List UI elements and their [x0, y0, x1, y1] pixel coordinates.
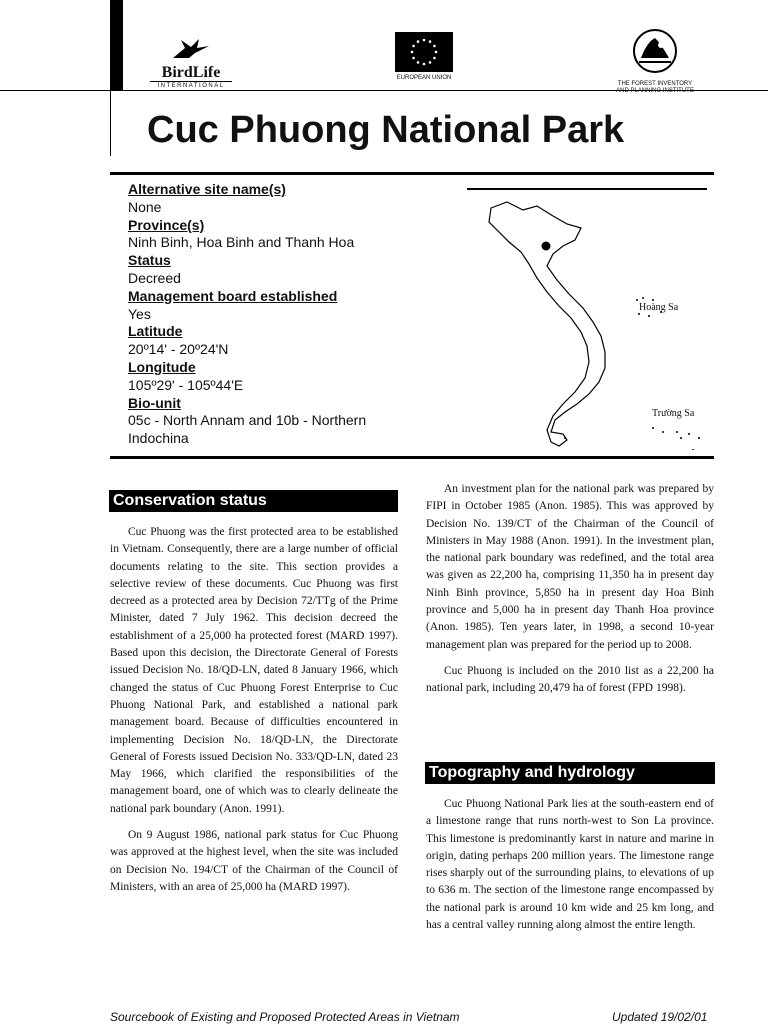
- birdlife-sub: INTERNATIONAL: [150, 81, 232, 89]
- fipi-emblem-icon: [631, 28, 679, 74]
- eu-caption: EUROPEAN UNION: [396, 75, 452, 81]
- paragraph: Cuc Phuong National Park lies at the south-eastern end of a limestone range that runs north-west to Son La province. This limestone is predominantly karst in nature and marine in origin, dating perhaps 200 million years. The limestone range rises sharply out of the surrounding plains, to elevations of up to 636 m. The section of the limestone range encompassed by the national park is around 10 km wide and 25 km long, and has a central valley running along almost the entire length.: [426, 798, 714, 932]
- map-label-hoang-sa: Hoàng Sa: [639, 302, 679, 313]
- conservation-status-text: [110, 524, 398, 896]
- eu-flag-icon: [395, 32, 453, 72]
- site-info-value: 105º29' - 105º44'E: [128, 376, 244, 393]
- paragraph: Cuc Phuong is included on the 2010 list as a 22,200 ha national park, including 20,479 ha of forest (FPD 1998).: [426, 664, 714, 695]
- paragraph: On 9 August 1986, national park status for Cuc Phuong was approved at the highest level, when the site was included on Decision No. 194/CT of the Chairman of the Council of Ministers, with an area of 25,000 ha (MARD 1997).: [110, 829, 398, 893]
- site-info-value: Decreed: [128, 269, 181, 286]
- fipi-caption-2: AND PLANNING INSTITUTE: [616, 88, 694, 94]
- site-info-label: Alternative site name(s): [128, 181, 286, 197]
- site-info: [128, 181, 448, 448]
- info-rule: [110, 456, 714, 459]
- site-info-label: Latitude: [128, 323, 183, 340]
- site-info-value: Yes: [128, 305, 151, 322]
- paragraph: Cuc Phuong was the first protected area to be established in Vietnam. Consequently, there are a large number of official documents relating to the site. This section provides a selective review of these documents. Cuc Phuong was first decreed as a protected area by Decision 72/TTg of the Prime Minister, dated 7 July 1962. This decision decreed the establishment of a 25,000 ha protected forest (MARD 1997). Based upon this decision, the Directorate General of Forests issued Decision No. 18/QD-LN, dated 8 January 1966, which changed the status of Cuc Phuong Forest Enterprise to Cuc Phuong National Park, and established a national park management board. Because of difficulties encountered in implementing Decision No. 18/QD-LN, the Directorate General of Forests issued Decision No. 333/QD-LN, dated 23 May 1966, which clarified the responsibilities of the management board, one of which was to clearly delineate the national park boundary (Anon. 1991).: [110, 526, 398, 815]
- site-info-label: Bio-unit: [128, 394, 181, 411]
- bird-icon: [171, 38, 211, 60]
- site-info-value: None: [128, 198, 162, 215]
- conservation-status-text-continued: [426, 481, 714, 698]
- birdlife-logo: [150, 38, 232, 89]
- site-info-label: Longitude: [128, 358, 196, 375]
- birdlife-name: BirdLife: [161, 64, 221, 81]
- site-info-value: 20º14' - 20º24'N: [128, 341, 229, 358]
- title-rule: [110, 172, 714, 175]
- site-info-label: Province(s): [128, 216, 205, 233]
- eu-logo: [380, 32, 468, 81]
- site-info-value: 05c - North Annam and 10b - Northern Indochina: [128, 412, 367, 447]
- site-info-label: Status: [128, 252, 171, 269]
- conservation-status-heading: Conservation status: [109, 490, 398, 512]
- header-bar: [110, 0, 123, 90]
- header-vertical-line: [110, 90, 111, 156]
- topography-text: [426, 796, 714, 934]
- paragraph: An investment plan for the national park was prepared by FIPI in October 1985 (Anon. 1985). This was approved by Decision No. 139/CT of the Chairman of the Council of Ministers in May 1988 (Anon. 1991). In the investment plan, the national park boundary was redefined, and the total area was given as 22,200 ha, comprising 11,350 ha in present day Ninh Binh province, 5,850 ha in present day Hoa Binh province and 5,000 ha in present day Thanh Hoa province (Anon. 1985). Ten years later, in 1998, a second 10-year management plan was prepared for the period up to 2008.: [426, 483, 714, 651]
- footer-source: Sourcebook of Existing and Proposed Protected Areas in Vietnam: [110, 1010, 460, 1024]
- site-info-label: Management board established: [128, 287, 338, 304]
- park-location-marker: [542, 242, 551, 251]
- location-map: [467, 188, 707, 450]
- fipi-caption-1: THE FOREST INVENTORY: [617, 81, 693, 87]
- site-info-value: Ninh Binh, Hoa Binh and Thanh Hoa: [128, 234, 355, 251]
- fipi-logo: [610, 28, 700, 95]
- footer-updated: Updated 19/02/01: [612, 1010, 708, 1024]
- topography-heading: Topography and hydrology: [425, 762, 715, 784]
- map-label-truong-sa: Trường Sa: [652, 408, 695, 419]
- page-title: Cuc Phuong National Park: [147, 109, 625, 151]
